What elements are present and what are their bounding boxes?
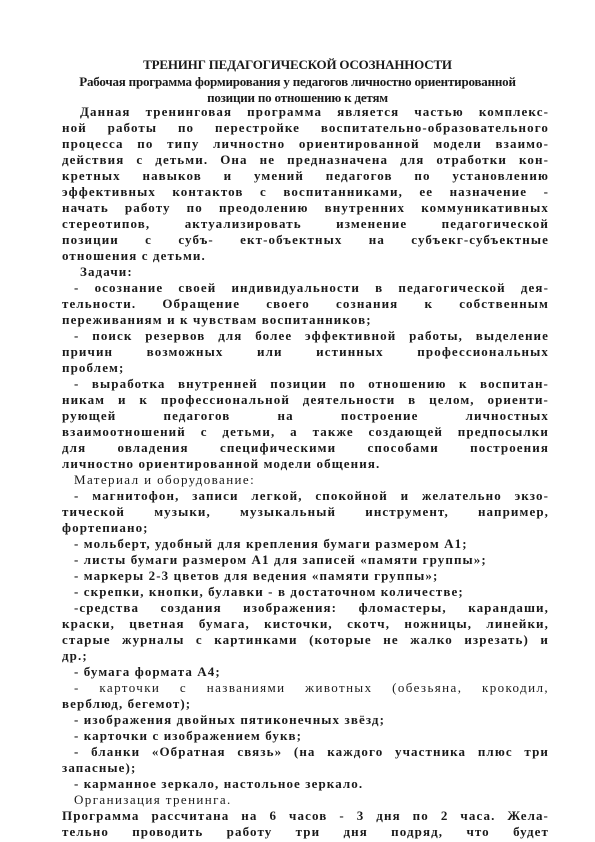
body-line: отношения с детьми.: [62, 248, 206, 263]
document-subtitle-line-2: позиции по отношению к детям: [207, 90, 388, 105]
body-line: для овладения специфическими способами построения: [62, 440, 549, 455]
body-line: Программа рассчитана на 6 часов - 3 дня по 2 часа. Жела-: [62, 808, 549, 823]
body-line: др.;: [62, 648, 88, 663]
list-item: - мольберт, удобный для крепления бумаги размером А1;: [74, 536, 468, 551]
list-item: - маркеры 2-3 цветов для ведения «памяти группы»;: [74, 568, 439, 583]
body-line: запасные);: [62, 760, 137, 775]
body-line: старые журналы с картинками (которые не жалко изрезать) и: [62, 632, 549, 647]
body-line: тельно проводить работу три дня подряд, что будет: [62, 824, 549, 839]
body-line: действия с детьми. Она не предназначена для отработки кон-: [62, 152, 549, 167]
body-line: причин возможных или истинных профессиональных: [62, 344, 549, 359]
body-line: начать работу по преодолению внутренних коммуникативных: [62, 200, 549, 215]
body-line: краски, цветная бумага, кисточки, скотч, ножницы, линейки,: [62, 616, 549, 631]
body-line: ной работы по перестройке воспитательно-образовательного: [62, 120, 549, 135]
list-item: - бланки «Обратная связь» (на каждого участника плюс три: [74, 744, 549, 759]
body-line: процесса по типу личностно ориентированной модели взаимо-: [62, 136, 549, 151]
list-item: - бумага формата А4;: [74, 664, 221, 679]
body-line: верблюд, бегемот);: [62, 696, 192, 711]
section-heading-organization: Организация тренинга.: [74, 792, 232, 807]
section-heading-tasks: Задачи:: [80, 264, 133, 279]
list-item: - листы бумаги размером А1 для записей «памяти группы»;: [74, 552, 487, 567]
body-line: тической музыки, музыкальный инструмент, например,: [62, 504, 549, 519]
body-line: никам и к профессиональной деятельности в целом, ориенти-: [62, 392, 549, 407]
body-line: проблем;: [62, 360, 125, 375]
list-item: -средства создания изображения: фломастеры, карандаши,: [74, 600, 549, 615]
section-heading-materials: Материал и оборудование:: [74, 472, 256, 487]
body-line: личностно ориентированной модели общения.: [62, 456, 381, 471]
list-item: - карточки с изображением букв;: [74, 728, 303, 743]
document-subtitle-line-1: Рабочая программа формирования у педагогов личностно ориентированной: [79, 74, 516, 89]
body-line: тельности. Обращение своего сознания к собственным: [62, 296, 549, 311]
list-item: - магнитофон, записи легкой, спокойной и желательно экзо-: [74, 488, 549, 503]
body-line: эффективных контактов с воспитанниками, ее назначение -: [62, 184, 549, 199]
body-line: Данная тренинговая программа является частью комплекс-: [80, 104, 549, 119]
list-item: - карточки с названиями животных (обезьяна, крокодил,: [74, 680, 549, 695]
body-line: взаимоотношений с детьми, а также создающей предпосылки: [62, 424, 549, 439]
list-item: - выработка внутренней позиции по отношению к воспитан-: [74, 376, 549, 391]
body-line: стереотипов, актуализировать изменение педагогической: [62, 216, 549, 231]
body-line: рующей педагогов на построение личностных: [62, 408, 549, 423]
list-item: - изображения двойных пятиконечных звёзд;: [74, 712, 386, 727]
body-line: позиции с субъ- ект-объектных на субъекг-субъектные: [62, 232, 549, 247]
list-item: - скрепки, кнопки, булавки - в достаточном количестве;: [74, 584, 464, 599]
body-line: переживаниям и к чувствам воспитанников;: [62, 312, 372, 327]
body-line: кретных навыков и умений педагогов по установлению: [62, 168, 549, 183]
body-line: фортепиано;: [62, 520, 149, 535]
list-item: - осознание своей индивидуальности в педагогической дея-: [74, 280, 549, 295]
document-title: ТРЕНИНГ ПЕДАГОГИЧЕСКОЙ ОСОЗНАННОСТИ: [143, 57, 452, 72]
list-item: - карманное зеркало, настольное зеркало.: [74, 776, 364, 791]
list-item: - поиск резервов для более эффективной работы, выделение: [74, 328, 549, 343]
